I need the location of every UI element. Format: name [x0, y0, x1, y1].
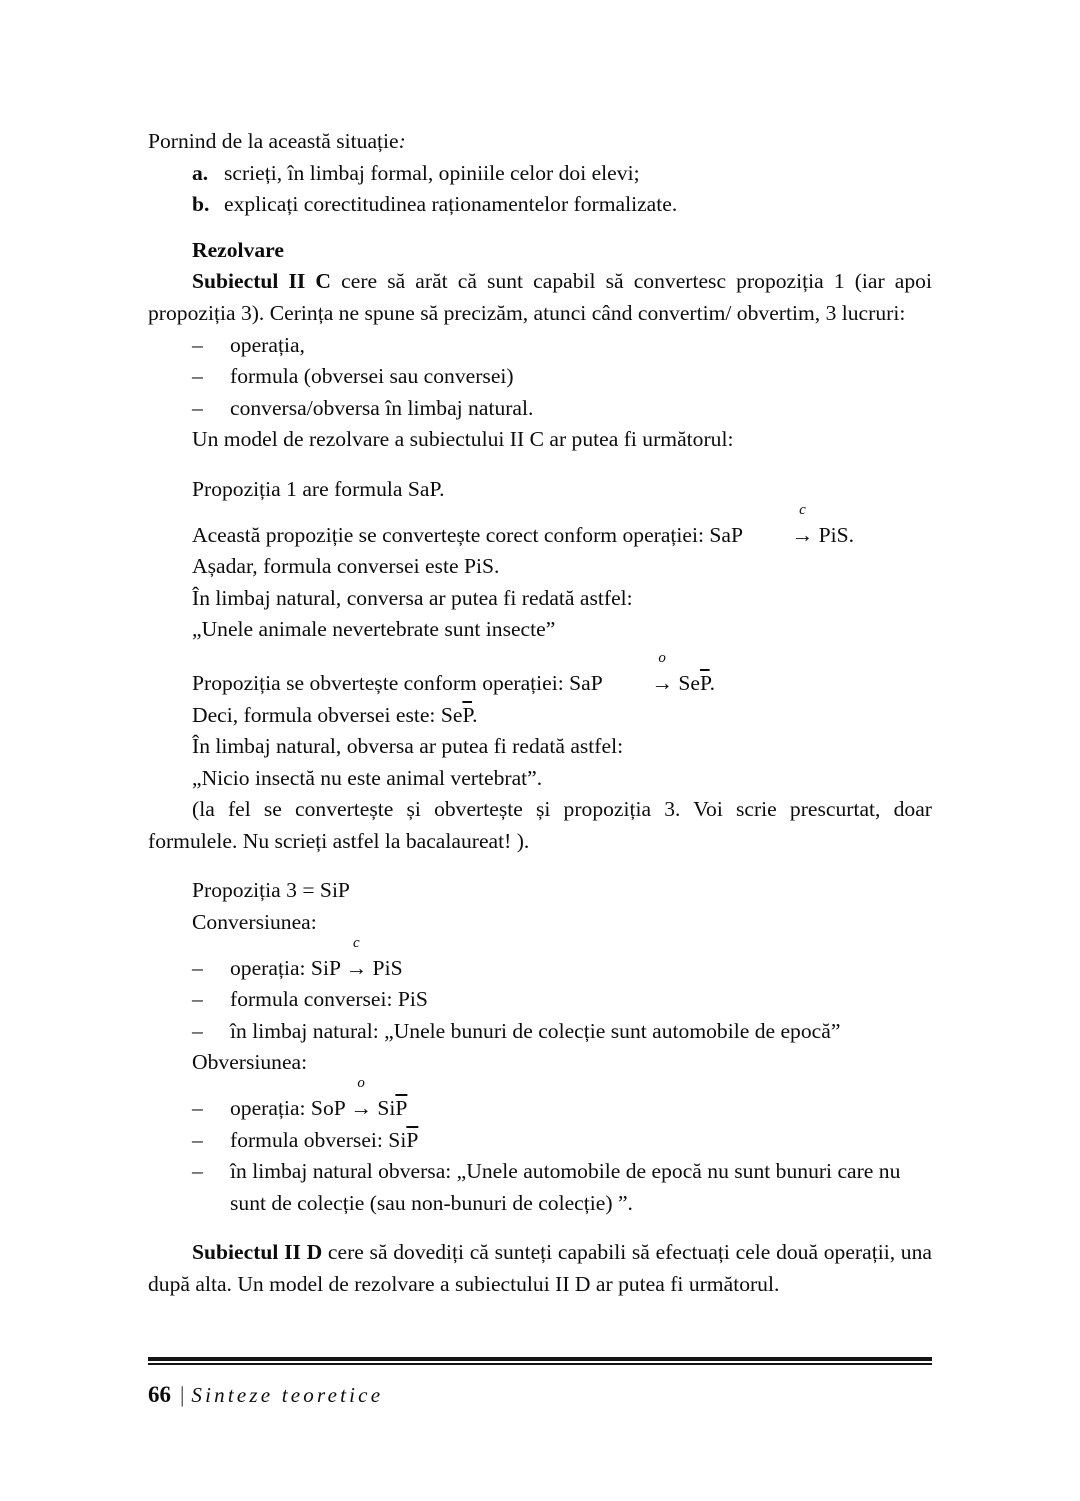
- conversion-operator: [748, 501, 814, 552]
- page-content: [148, 126, 932, 1301]
- prop3-formula-line: Propoziția 3 = SiP: [192, 878, 350, 903]
- conversiunea-item-operatia: [148, 934, 932, 985]
- intro-colon: :: [398, 129, 406, 153]
- spacer: [148, 939, 932, 953]
- dash-bullet-icon: –: [192, 1159, 203, 1184]
- conversion-sentence-after: PiS.: [813, 522, 855, 547]
- obversa-formula-after: .: [472, 702, 478, 727]
- dash-bullet-icon: –: [192, 364, 203, 389]
- obversion-sentence: [148, 649, 932, 700]
- spacer: [148, 646, 932, 668]
- conversiunea-item-natural: [148, 1016, 932, 1048]
- conversa-formula-line: Așadar, formula conversei este PiS.: [192, 554, 500, 579]
- conversion-operator: [345, 934, 368, 985]
- arrow-icon: →: [791, 522, 814, 547]
- section-heading-rezolvare: Rezolvare: [192, 237, 284, 262]
- arrow-icon: →: [345, 955, 368, 980]
- subiect-ii-d-body: cere să dovediți că sunteți capabili să efectuați cele două operații, una după alta. Un model de rezolvare a subiectului II D ar putea fi următorul.: [148, 1240, 932, 1296]
- list-item-label: conversa/obversa în limbaj natural.: [230, 395, 534, 420]
- subiect-ii-c-lead: Subiectul II C: [192, 269, 332, 294]
- conversa-natural-quote: „Unele animale nevertebrate sunt insecte”: [192, 617, 556, 642]
- dash-bullet-icon: –: [192, 955, 203, 980]
- obversion-sentence-tail: .: [709, 670, 715, 695]
- obversion-operator-symbol: o: [658, 649, 666, 666]
- overlined-p: $\overline{P}$: [395, 1096, 408, 1121]
- page-footer: [148, 1357, 932, 1408]
- conversa-natural-intro: În limbaj natural, conversa ar putea fi redată astfel:: [192, 585, 633, 610]
- footer-content: [148, 1382, 932, 1408]
- task-marker-a: a.: [192, 160, 209, 185]
- obversion-operator-symbol: o: [357, 1075, 365, 1092]
- list-item-label: [230, 1125, 932, 1157]
- obversa-natural-intro: În limbaj natural, obversa ar putea fi redată astfel:: [192, 734, 624, 759]
- list-item-label: în limbaj natural: „Unele bunuri de colecție sunt automobile de epocă”: [230, 1018, 841, 1043]
- page-number: 66: [148, 1381, 171, 1407]
- dash-bullet-icon: –: [192, 395, 203, 420]
- arrow-icon: →: [350, 1096, 372, 1121]
- conversion-sentence: [148, 501, 932, 552]
- intro-text: Pornind de la această situație: [148, 129, 399, 153]
- conversiunea-item-formula: [148, 984, 932, 1016]
- obversiunea-item-formula: [148, 1125, 932, 1157]
- dash-bullet-icon: –: [192, 332, 203, 357]
- dash-bullet-icon: –: [192, 1018, 203, 1043]
- overlined-p: $\overline{P}$: [406, 1127, 419, 1152]
- conv-op-after: PiS: [367, 955, 403, 980]
- prop1-formula-line: Propoziția 1 are formula SaP.: [192, 476, 445, 501]
- dash-bullet-icon: –: [192, 987, 203, 1012]
- subiect-ii-c-body: cere să arăt că sunt capabil să convertesc propoziția 1 (iar apoi propoziția 3). Cerința ne spune să precizăm, atunci când convertim/ obvertim, 3 lucruri:: [148, 269, 932, 325]
- obv-op-after: Si: [371, 1096, 396, 1121]
- obv-op-before: operația: SoP: [230, 1096, 351, 1121]
- list-item-label: în limbaj natural obversa: „Unele automobile de epocă nu sunt bunuri care nu sunt de colecție (sau non-bunuri de colecție) ”.: [230, 1159, 901, 1215]
- overlined-p: $\overline{P}$: [462, 702, 473, 727]
- spacer: [148, 506, 932, 520]
- list-item-operatia: [148, 330, 932, 362]
- obversion-operator: [607, 649, 673, 700]
- subiect-ii-d-lead: Subiectul II D: [192, 1240, 323, 1265]
- conv-op-before: operația: SiP: [230, 955, 346, 980]
- obv-formula-before: formula obversei: Si: [230, 1127, 407, 1152]
- task-item-a: [148, 158, 932, 190]
- list-item-label: formula (obversei sau conversei): [230, 364, 514, 389]
- footer-separator: |: [180, 1381, 185, 1407]
- obversiunea-item-natural: [148, 1156, 932, 1219]
- task-marker-b: b.: [192, 192, 210, 217]
- list-item-label: [230, 934, 932, 985]
- spacer: [148, 1219, 932, 1237]
- paragraph-subiect-ii-c: [148, 266, 932, 329]
- conversiunea-label: Conversiunea:: [192, 910, 317, 935]
- spacer: [148, 857, 932, 875]
- conversion-operator-symbol: c: [799, 501, 806, 518]
- list-item-label: formula conversei: PiS: [230, 987, 428, 1012]
- dash-bullet-icon: –: [192, 1127, 203, 1152]
- obversion-sentence-after: Se: [672, 670, 700, 695]
- obversiunea-label: Obversiunea:: [192, 1050, 308, 1075]
- intro-line: [148, 126, 932, 158]
- arrow-icon: →: [651, 670, 673, 695]
- task-item-b: [148, 189, 932, 221]
- task-text-a: scrieți, în limbaj formal, opiniile celor doi elevi;: [224, 160, 640, 185]
- spacer: [148, 1079, 932, 1093]
- note-paragraph: (la fel se convertește și obvertește și propoziția 3. Voi scrie prescurtat, doar formulele. Nu scrieți astfel la bacalaureat! ).: [148, 797, 932, 853]
- list-item-formula: [148, 361, 932, 393]
- obversa-formula-before: Deci, formula obversei este: Se: [192, 702, 463, 727]
- obversion-operator: [350, 1075, 372, 1125]
- list-item-label: operația,: [230, 332, 305, 357]
- overlined-p: $\overline{P}$: [699, 670, 710, 695]
- obversa-formula-line: [148, 700, 932, 732]
- footer-rule-thin: [148, 1363, 932, 1365]
- running-title: Sinteze teoretice: [191, 1382, 384, 1407]
- paragraph-subiect-ii-d: [148, 1237, 932, 1300]
- spacer: [148, 221, 932, 235]
- spacer: [148, 456, 932, 474]
- model-line: Un model de rezolvare a subiectului II C ar putea fi următorul:: [192, 427, 734, 452]
- task-text-b: explicați corectitudinea raționamentelor formalizate.: [224, 192, 678, 217]
- obversion-sentence-before: Propoziția se obvertește conform operației: SaP: [192, 670, 608, 695]
- conversion-operator-symbol: c: [353, 934, 360, 951]
- obversiunea-item-operatia: [148, 1075, 932, 1125]
- conversion-sentence-before: Această propoziție se convertește corect conform operației: SaP: [192, 522, 748, 547]
- obversa-natural-quote: „Nicio insectă nu este animal vertebrat”.: [192, 765, 543, 790]
- dash-bullet-icon: –: [192, 1096, 203, 1121]
- list-item-conversa-obversa: [148, 393, 932, 425]
- list-item-label: [230, 1075, 932, 1125]
